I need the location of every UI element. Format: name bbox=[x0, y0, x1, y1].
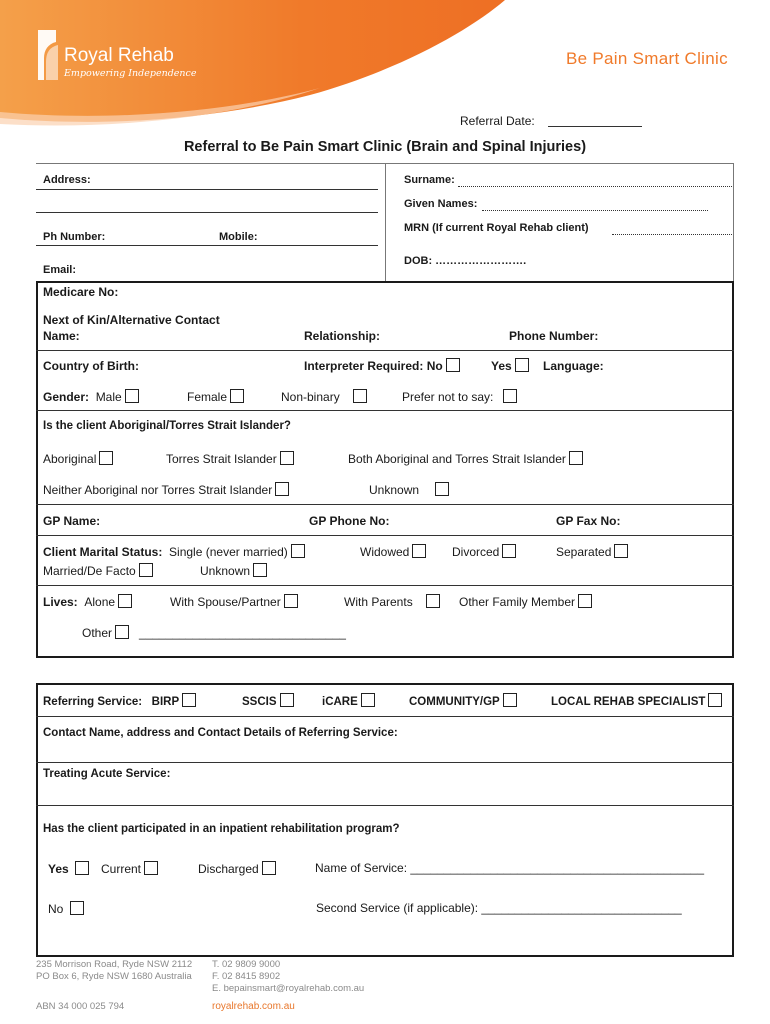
lives-label: Lives: bbox=[43, 595, 78, 609]
torres-checkbox[interactable] bbox=[280, 451, 294, 465]
mobile-label: Mobile: bbox=[219, 231, 258, 243]
aboriginal-checkbox[interactable] bbox=[99, 451, 113, 465]
footer-email[interactable]: E. bepainsmart@royalrehab.com.au bbox=[212, 983, 365, 994]
interpreter-label bbox=[304, 358, 460, 373]
divorced-label: Divorced bbox=[452, 545, 500, 559]
separated-label: Separated bbox=[556, 545, 612, 559]
divider bbox=[36, 535, 734, 536]
interpreter-no-label: Interpreter Required: No bbox=[304, 359, 443, 373]
current-label: Current bbox=[101, 862, 142, 876]
marital-status-label: Client Marital Status: bbox=[43, 545, 163, 559]
nok-label: Next of Kin/Alternative Contact bbox=[43, 313, 220, 327]
spouse-checkbox[interactable] bbox=[284, 594, 298, 608]
both-label: Both Aboriginal and Torres Strait Islander bbox=[348, 452, 566, 466]
birp-label: BIRP bbox=[151, 696, 180, 708]
spouse-label: With Spouse/Partner bbox=[170, 595, 281, 609]
divider bbox=[36, 716, 734, 717]
footer-fax: F. 02 8415 8902 bbox=[212, 971, 281, 982]
referring-service-label: Referring Service: bbox=[43, 696, 143, 708]
referring-service-section bbox=[36, 683, 734, 957]
parents-checkbox[interactable] bbox=[426, 594, 440, 608]
gp-phone-label: GP Phone No: bbox=[309, 514, 390, 528]
referral-date-label: Referral Date: bbox=[460, 114, 535, 128]
medicare-label: Medicare No: bbox=[43, 285, 119, 299]
alone-label: Alone bbox=[84, 595, 116, 609]
inpatient-no-label: No bbox=[48, 902, 64, 916]
gp-name-label: GP Name: bbox=[43, 514, 101, 528]
email-label: Email: bbox=[43, 264, 77, 276]
community-checkbox[interactable] bbox=[503, 693, 517, 707]
divider bbox=[36, 762, 734, 763]
marital-unknown-checkbox[interactable] bbox=[253, 563, 267, 577]
other-label: Other bbox=[82, 626, 113, 640]
other-family-label: Other Family Member bbox=[459, 595, 576, 609]
married-label: Married/De Facto bbox=[43, 564, 136, 578]
page-title: Referral to Be Pain Smart Clinic (Brain and Spinal Injuries) bbox=[183, 139, 587, 155]
clinic-name: Be Pain Smart Clinic bbox=[566, 49, 728, 68]
local-rehab-checkbox[interactable] bbox=[708, 693, 722, 707]
name-of-service-field[interactable]: Name of Service: ____________________________________________ bbox=[315, 861, 705, 875]
divider bbox=[36, 805, 734, 806]
language-label: Language: bbox=[543, 359, 604, 373]
acute-service-label: Treating Acute Service: bbox=[43, 768, 171, 780]
marital-unknown-label: Unknown bbox=[200, 564, 251, 578]
local-rehab-label: LOCAL REHAB SPECIALIST bbox=[551, 696, 706, 708]
footer-address-2: PO Box 6, Ryde NSW 1680 Australia bbox=[36, 971, 192, 982]
logo-name: Royal Rehab bbox=[64, 45, 174, 66]
aboriginal-label: Aboriginal bbox=[43, 452, 97, 466]
prefer-not-label: Prefer not to say: bbox=[402, 390, 494, 404]
footer-tel: T. 02 9809 9000 bbox=[212, 959, 281, 970]
phone-field[interactable] bbox=[36, 233, 378, 246]
female-checkbox[interactable] bbox=[230, 389, 244, 403]
sscis-label: SSCIS bbox=[242, 696, 277, 708]
logo-tagline: Empowering Independence bbox=[64, 68, 197, 79]
widowed-checkbox[interactable] bbox=[412, 544, 426, 558]
interpreter-yes bbox=[491, 358, 529, 373]
inpatient-no-checkbox[interactable] bbox=[70, 901, 84, 915]
unknown-label: Unknown bbox=[369, 483, 420, 497]
inpatient-yes-label: Yes bbox=[48, 862, 69, 876]
sscis-checkbox[interactable] bbox=[280, 693, 294, 707]
second-service-field[interactable]: Second Service (if applicable): ______________________________ bbox=[316, 901, 682, 915]
dob-label: DOB: ……………………. bbox=[404, 255, 527, 267]
given-names-field[interactable] bbox=[482, 200, 708, 211]
address-field[interactable] bbox=[36, 177, 378, 190]
non-binary-checkbox[interactable] bbox=[353, 389, 367, 403]
separated-checkbox[interactable] bbox=[614, 544, 628, 558]
patient-divider bbox=[385, 163, 386, 282]
country-of-birth-label: Country of Birth: bbox=[43, 359, 139, 373]
single-checkbox[interactable] bbox=[291, 544, 305, 558]
surname-label: Surname: bbox=[404, 174, 455, 186]
parents-label: With Parents bbox=[344, 595, 413, 609]
atsi-question: Is the client Aboriginal/Torres Strait Islander? bbox=[43, 420, 291, 432]
relationship-label: Relationship: bbox=[304, 329, 381, 343]
footer-address-1: 235 Morrison Road, Ryde NSW 2112 bbox=[36, 959, 193, 970]
other-field[interactable]: _______________________________ bbox=[139, 626, 346, 640]
divider bbox=[36, 410, 734, 411]
torres-label: Torres Strait Islander bbox=[166, 452, 277, 466]
married-checkbox[interactable] bbox=[139, 563, 153, 577]
non-binary-label: Non-binary bbox=[281, 390, 340, 404]
royal-rehab-logo-icon bbox=[34, 28, 60, 82]
divider bbox=[36, 585, 734, 586]
given-names-label: Given Names: bbox=[404, 198, 478, 210]
icare-checkbox[interactable] bbox=[361, 693, 375, 707]
both-checkbox[interactable] bbox=[569, 451, 583, 465]
neither-checkbox[interactable] bbox=[275, 482, 289, 496]
phone-number-label: Phone Number: bbox=[509, 329, 599, 343]
nok-name-label: Name: bbox=[43, 329, 80, 343]
birp-checkbox[interactable] bbox=[182, 693, 196, 707]
female-label: Female bbox=[187, 390, 228, 404]
icare-label: iCARE bbox=[322, 696, 358, 708]
community-label: COMMUNITY/GP bbox=[409, 696, 500, 708]
prefer-not-checkbox[interactable] bbox=[503, 389, 517, 403]
interpreter-yes-label: Yes bbox=[491, 359, 512, 373]
interpreter-no-checkbox[interactable] bbox=[446, 358, 460, 372]
alone-checkbox[interactable] bbox=[118, 594, 132, 608]
divorced-checkbox[interactable] bbox=[502, 544, 516, 558]
other-checkbox[interactable] bbox=[115, 625, 129, 639]
male-label: Male bbox=[95, 390, 122, 404]
single-label: Single (never married) bbox=[169, 545, 288, 559]
ph-number-label: Ph Number: bbox=[43, 231, 106, 243]
neither-label: Neither Aboriginal nor Torres Strait Islander bbox=[43, 483, 273, 497]
inpatient-question: Has the client participated in an inpatient rehabilitation program? bbox=[43, 823, 400, 835]
discharged-label: Discharged bbox=[198, 862, 259, 876]
divider bbox=[36, 504, 734, 505]
male-checkbox[interactable] bbox=[125, 389, 139, 403]
widowed-label: Widowed bbox=[360, 545, 410, 559]
contact-details-label: Contact Name, address and Contact Details of Referring Service: bbox=[43, 727, 398, 739]
referral-date-field[interactable] bbox=[548, 114, 642, 127]
current-checkbox[interactable] bbox=[144, 861, 158, 875]
gender-row bbox=[43, 389, 139, 404]
gender-label: Gender: bbox=[43, 390, 90, 404]
address-field-2[interactable] bbox=[36, 200, 378, 213]
footer-abn: ABN 34 000 025 794 bbox=[36, 1001, 125, 1012]
inpatient-yes-checkbox[interactable] bbox=[75, 861, 89, 875]
address-label: Address: bbox=[43, 174, 91, 186]
footer-url[interactable]: royalrehab.com.au bbox=[212, 1001, 295, 1012]
interpreter-yes-checkbox[interactable] bbox=[515, 358, 529, 372]
mrn-label: MRN (If current Royal Rehab client) bbox=[404, 222, 589, 234]
discharged-checkbox[interactable] bbox=[262, 861, 276, 875]
divider bbox=[36, 350, 734, 351]
gp-fax-label: GP Fax No: bbox=[556, 514, 621, 528]
surname-field[interactable] bbox=[458, 176, 732, 187]
unknown-checkbox[interactable] bbox=[435, 482, 449, 496]
other-family-checkbox[interactable] bbox=[578, 594, 592, 608]
mrn-field[interactable] bbox=[612, 224, 732, 235]
